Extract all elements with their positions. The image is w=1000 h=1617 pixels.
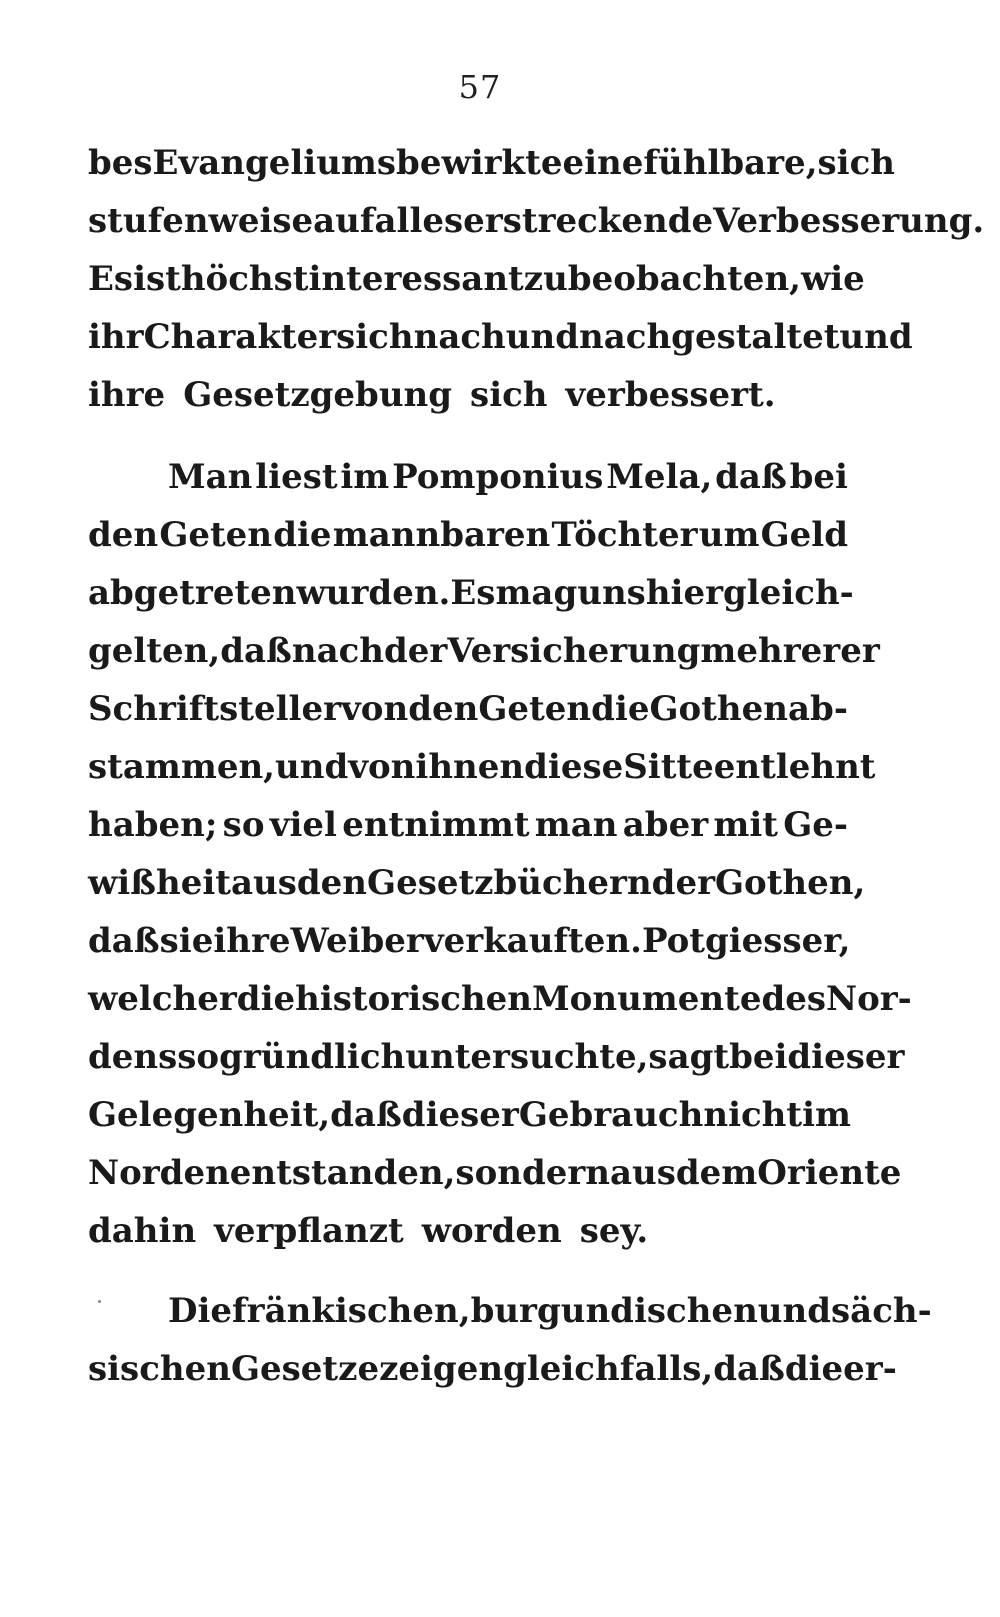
text-line — [88, 564, 854, 622]
word: interessant — [308, 259, 524, 299]
word: im — [340, 457, 390, 497]
word: Geten — [159, 515, 273, 555]
word: liest — [255, 457, 338, 497]
word: Es — [450, 573, 496, 613]
word: nach — [579, 317, 672, 357]
word: die — [236, 979, 296, 1019]
word: welcher — [88, 979, 237, 1019]
word: im — [802, 1095, 852, 1135]
word: ist — [133, 259, 181, 299]
word: Gebrauch — [518, 1095, 704, 1135]
text-line — [88, 1028, 905, 1086]
word: sich — [817, 143, 896, 183]
word: viel — [269, 805, 337, 845]
text-line — [88, 738, 876, 796]
word: abgetreten — [88, 573, 297, 613]
word: gleichfalls, — [503, 1349, 714, 1389]
word: Monumente — [532, 979, 762, 1019]
word: diese — [524, 747, 624, 787]
word: nicht — [703, 1095, 803, 1135]
word: sischen — [88, 1349, 231, 1389]
paragraph-3 — [88, 1282, 932, 1398]
word: stammen, — [88, 747, 276, 787]
text-line — [88, 680, 848, 738]
word: erstreckende — [463, 201, 714, 241]
text-line — [88, 854, 866, 912]
word: ihre — [213, 921, 291, 961]
word: von — [348, 747, 416, 787]
word: Charakter — [143, 317, 337, 357]
word: Verbesserung. — [713, 201, 985, 241]
text-line — [88, 506, 848, 564]
word: verkauften. — [423, 921, 642, 961]
word: Pomponius — [392, 457, 604, 497]
word: höchst — [180, 259, 309, 299]
word: gestaltet — [671, 317, 840, 357]
word: mannbaren — [332, 515, 551, 555]
word: hier — [645, 573, 724, 613]
word: Gelegenheit, — [88, 1095, 331, 1135]
word: Die — [168, 1291, 233, 1331]
page-number: 57 — [458, 68, 502, 106]
word: Gothen, — [715, 863, 866, 903]
print-speck — [98, 1300, 101, 1303]
word: um — [698, 515, 760, 555]
word: nach — [413, 317, 506, 357]
text-line — [88, 134, 896, 192]
word: ab- — [788, 689, 848, 729]
word: fränkischen, — [232, 1291, 471, 1331]
word: sondern — [455, 1153, 610, 1193]
word: wurden. — [296, 573, 451, 613]
word: Weiber — [290, 921, 424, 961]
text-line — [88, 912, 851, 970]
word: Mela, — [606, 457, 713, 497]
word: aus — [231, 863, 297, 903]
word: sie — [159, 921, 214, 961]
word: ihr — [88, 317, 144, 357]
text-line — [88, 1282, 932, 1340]
word: ihnen — [415, 747, 525, 787]
text-line — [88, 622, 880, 680]
word: wie — [801, 259, 865, 299]
word: er- — [843, 1349, 897, 1389]
word: wißheit — [88, 863, 231, 903]
word: worden — [421, 1211, 562, 1251]
word: mehrerer — [700, 631, 880, 671]
word: nach — [291, 631, 385, 671]
word: entnimmt — [342, 805, 530, 845]
word: den — [88, 515, 159, 555]
word: den — [408, 689, 479, 729]
word: der — [384, 631, 448, 671]
word: verpflanzt — [214, 1211, 404, 1251]
word: fühlbare, — [643, 143, 818, 183]
word: Sitte — [623, 747, 714, 787]
word: burgundischen — [470, 1291, 758, 1331]
word: dem — [675, 1153, 758, 1193]
word: daß — [330, 1095, 402, 1135]
word: des — [761, 979, 826, 1019]
word: aus — [610, 1153, 676, 1193]
word: entstanden, — [229, 1153, 456, 1193]
word: Geten — [478, 689, 592, 729]
word: bewirkte — [396, 143, 563, 183]
text-line — [88, 250, 865, 308]
word: bei — [789, 457, 848, 497]
word: mag — [495, 573, 578, 613]
word: Norden — [88, 1153, 230, 1193]
word: uns — [577, 573, 646, 613]
paragraph-1 — [88, 134, 985, 424]
word: gleich- — [723, 573, 854, 613]
word: sich — [336, 317, 414, 357]
word: haben; — [88, 805, 218, 845]
text-line — [88, 1144, 902, 1202]
word: aber — [622, 805, 709, 845]
word: daß — [713, 1349, 785, 1389]
word: Oriente — [757, 1153, 902, 1193]
word: so — [177, 1037, 220, 1077]
word: dens — [88, 1037, 178, 1077]
word: alles — [374, 201, 464, 241]
word: von — [341, 689, 409, 729]
text-line — [88, 1340, 897, 1398]
word: der — [651, 863, 715, 903]
text-line — [88, 448, 848, 506]
text-line — [88, 1086, 852, 1144]
word: verbessert. — [565, 375, 776, 415]
word: Gesetze — [230, 1349, 380, 1389]
word: Töchter — [551, 515, 698, 555]
word: dahin — [88, 1211, 197, 1251]
word: Gesetzbüchern — [367, 863, 652, 903]
word: eine — [562, 143, 644, 183]
text-line — [88, 796, 848, 854]
word: säch- — [831, 1291, 932, 1331]
word: beobachten, — [567, 259, 801, 299]
text-line — [88, 970, 912, 1028]
word: gründlich — [219, 1037, 406, 1077]
word: man — [534, 805, 618, 845]
word: bei — [729, 1037, 788, 1077]
word: Schriftsteller — [88, 689, 341, 729]
word: daß — [715, 457, 787, 497]
word: Versicherung — [447, 631, 701, 671]
word: die — [273, 515, 332, 555]
word: die — [591, 689, 650, 729]
text-line — [88, 192, 985, 250]
word: historischen — [295, 979, 533, 1019]
word: sagt — [648, 1037, 730, 1077]
word: und — [505, 317, 579, 357]
word: dieser — [401, 1095, 519, 1135]
word: auf — [313, 201, 375, 241]
word: sey. — [579, 1211, 649, 1251]
word: daß — [88, 921, 160, 961]
word: Nor- — [826, 979, 912, 1019]
word: daß — [220, 631, 292, 671]
word: dieser — [787, 1037, 905, 1077]
word: stufenweise — [88, 201, 314, 241]
word: ihre — [88, 375, 166, 415]
word: Potgiesser, — [641, 921, 851, 961]
text-line — [88, 1202, 848, 1260]
word: Gothen — [649, 689, 788, 729]
word: gelten, — [88, 631, 221, 671]
word: Gesetzgebung — [183, 375, 453, 415]
word: Evangeliums — [152, 143, 397, 183]
word: mit — [713, 805, 778, 845]
word: untersuchte, — [405, 1037, 649, 1077]
word: sich — [470, 375, 548, 415]
word: entlehnt — [713, 747, 876, 787]
word: und — [757, 1291, 832, 1331]
text-line — [88, 366, 848, 424]
text-line — [88, 308, 913, 366]
word: und — [839, 317, 913, 357]
paragraph-2 — [88, 448, 912, 1260]
word: die — [784, 1349, 844, 1389]
word: zeigen — [379, 1349, 504, 1389]
word: Man — [168, 457, 253, 497]
word: Es — [88, 259, 134, 299]
word: und — [275, 747, 349, 787]
word: den — [296, 863, 368, 903]
word: bes — [88, 143, 153, 183]
word: so — [222, 805, 265, 845]
word: Ge- — [783, 805, 848, 845]
word: Geld — [760, 515, 848, 555]
word: zu — [523, 259, 568, 299]
